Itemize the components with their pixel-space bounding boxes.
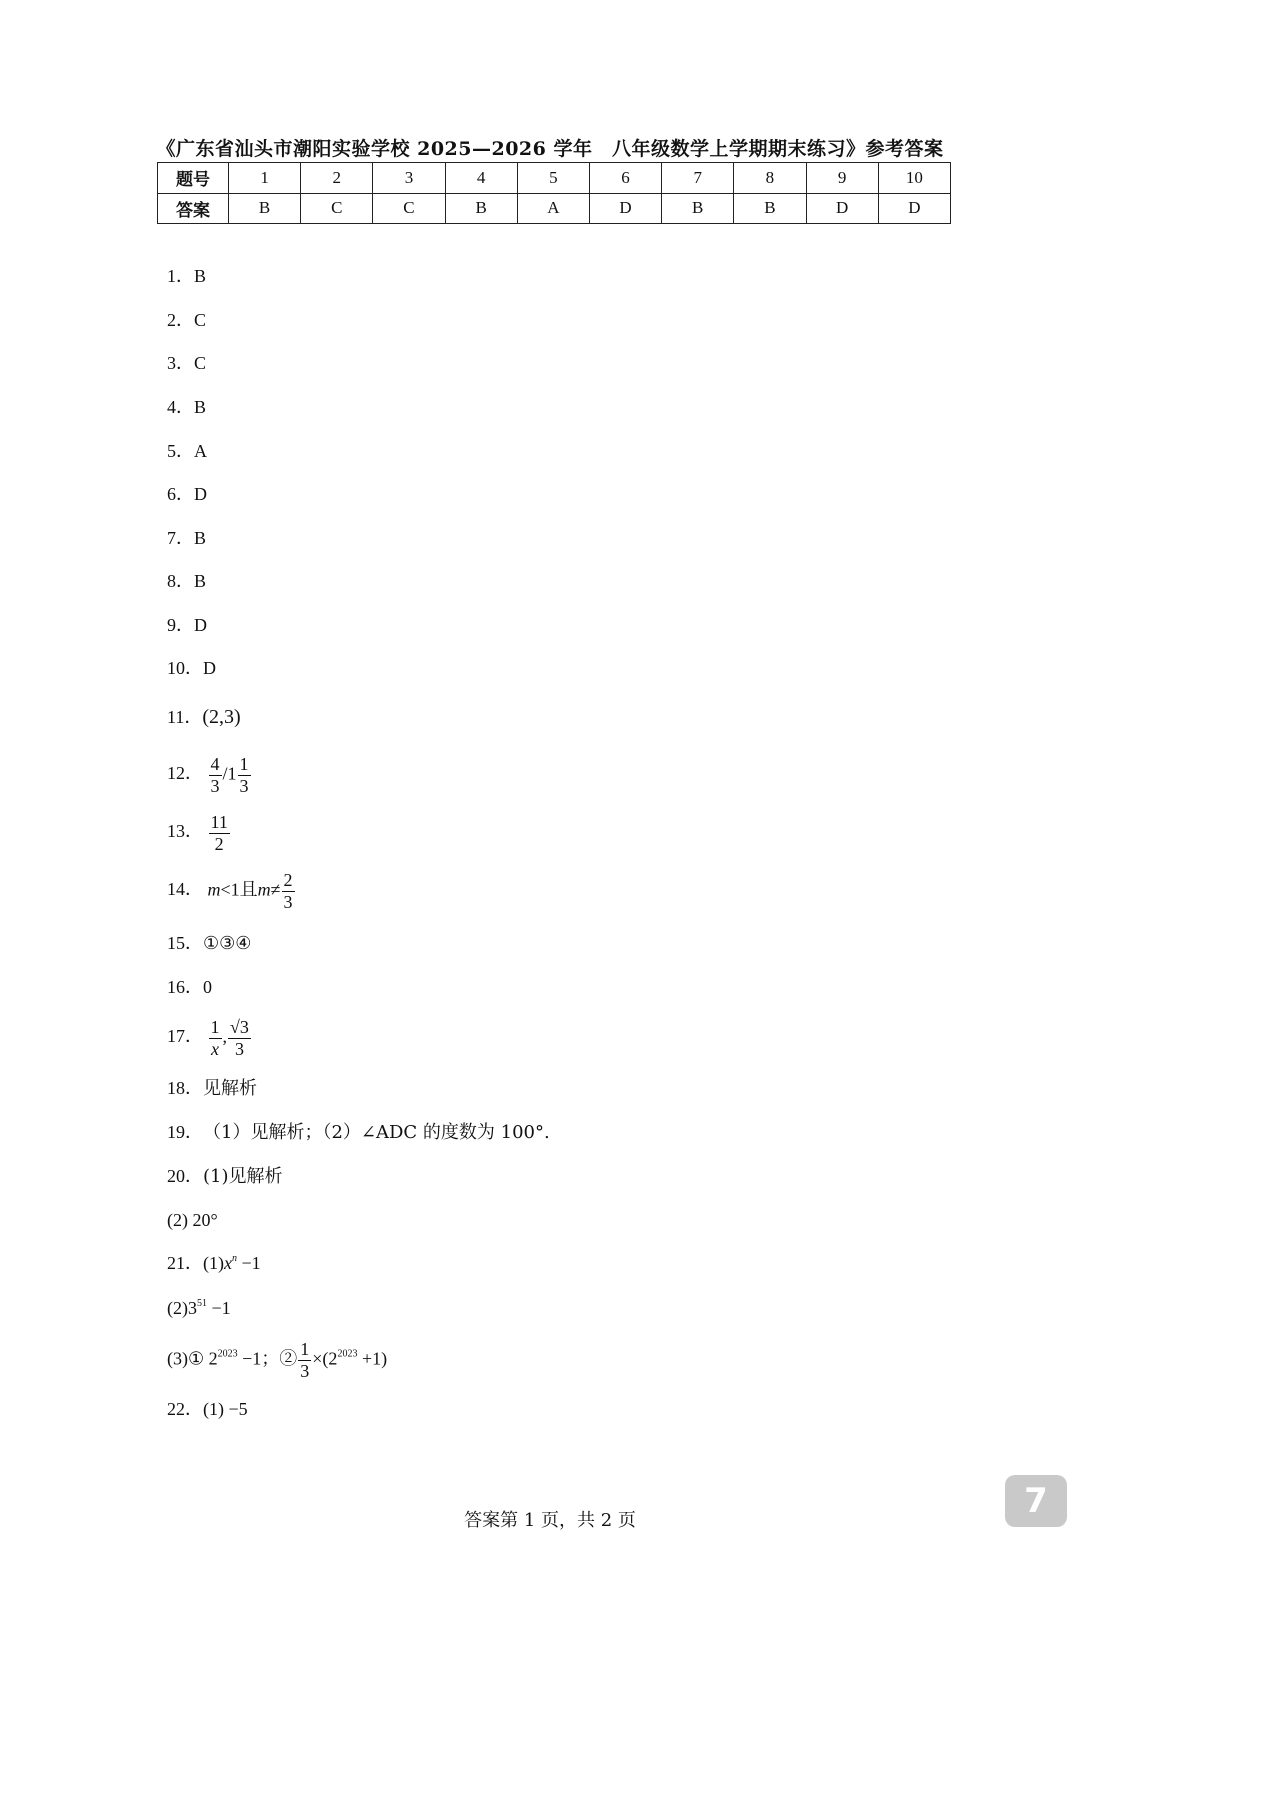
list-item: 9．D bbox=[167, 615, 207, 635]
page-footer: 答案第 1 页，共 2 页 bbox=[464, 1510, 636, 1531]
fraction: $\frac{1}{3}$ bbox=[300, 1339, 310, 1381]
table-cell: 4 bbox=[445, 163, 517, 194]
table-cell: B bbox=[229, 193, 301, 224]
fraction: $\frac{1}{x}$ bbox=[210, 1017, 220, 1059]
table-cell: 10 bbox=[878, 163, 950, 194]
list-item: 5．A bbox=[167, 441, 207, 461]
list-item: $(2)3^{51} -1$ bbox=[167, 1298, 231, 1318]
list-item: 3．C bbox=[167, 353, 207, 373]
fraction: $\frac{2}{3}$ bbox=[283, 870, 293, 912]
table-cell: B bbox=[445, 193, 517, 224]
table-cell: C bbox=[301, 193, 373, 224]
table-cell: 5 bbox=[517, 163, 589, 194]
list-item: 18．见解析 bbox=[167, 1078, 257, 1099]
fraction: $\frac{√3}{3}$ bbox=[230, 1017, 249, 1059]
list-item: 15．①③④ bbox=[167, 933, 252, 953]
list-item: 6．D bbox=[167, 484, 207, 504]
list-item: 13． $\frac{11}{2}$ bbox=[167, 812, 228, 854]
page-badge: 7 bbox=[1005, 1475, 1067, 1527]
table-cell: 9 bbox=[806, 163, 878, 194]
list-item: 10．D bbox=[167, 658, 216, 678]
table-cell: 8 bbox=[734, 163, 806, 194]
list-item: 22．(1) −5 bbox=[167, 1399, 248, 1419]
list-item: (2) 20° bbox=[167, 1210, 218, 1230]
list-item: 14． m<1且m≠ $\frac{2}{3}$ bbox=[167, 870, 293, 912]
list-item: 17． $\frac{1}{x}$ , $\frac{√3}{3}$ bbox=[167, 1017, 249, 1059]
list-item: 1．B bbox=[167, 266, 207, 286]
fraction: $\frac{1}{3}$ bbox=[239, 754, 249, 796]
list-item: 16．0 bbox=[167, 977, 212, 997]
table-cell: 1 bbox=[229, 163, 301, 194]
list-item: (3)① $2^{2023} -1$；② $\frac{1}{3}$ $\times(2^{2023} +1)$ bbox=[167, 1339, 388, 1381]
table-cell: C bbox=[373, 193, 445, 224]
list-item: 19．（1）见解析；（2）∠ADC 的度数为 100°. bbox=[167, 1122, 550, 1143]
fraction: $\frac{4}{3}$ bbox=[210, 754, 220, 796]
table-cell: 7 bbox=[662, 163, 734, 194]
answer-table bbox=[157, 162, 951, 224]
table-cell: D bbox=[589, 193, 661, 224]
table-cell: B bbox=[734, 193, 806, 224]
list-item: 7．B bbox=[167, 528, 207, 548]
table-cell: A bbox=[517, 193, 589, 224]
list-item: 4．B bbox=[167, 397, 207, 417]
page-title: 《广东省汕头市潮阳实验学校 2025—2026 学年 八年级数学上学期期末练习》参考答案 bbox=[156, 138, 944, 160]
table-cell: D bbox=[878, 193, 950, 224]
table-cell: D bbox=[806, 193, 878, 224]
row-header: 题号 bbox=[158, 163, 229, 194]
row-header: 答案 bbox=[158, 193, 229, 224]
list-item: 21．$(1)x^n -1$ bbox=[167, 1253, 261, 1273]
table-row bbox=[158, 193, 951, 224]
list-item: 12． $\frac{4}{3}$ /1 $\frac{1}{3}$ bbox=[167, 754, 249, 796]
table-row bbox=[158, 163, 951, 194]
table-cell: 6 bbox=[589, 163, 661, 194]
list-item: 8．B bbox=[167, 571, 207, 591]
list-item: 2．C bbox=[167, 310, 207, 330]
table-cell: 2 bbox=[301, 163, 373, 194]
table-cell: B bbox=[662, 193, 734, 224]
fraction: $\frac{11}{2}$ bbox=[210, 812, 228, 854]
list-item: 11．(2,3) bbox=[167, 706, 241, 728]
table-cell: 3 bbox=[373, 163, 445, 194]
list-item: 20．(1)见解析 bbox=[167, 1166, 283, 1187]
